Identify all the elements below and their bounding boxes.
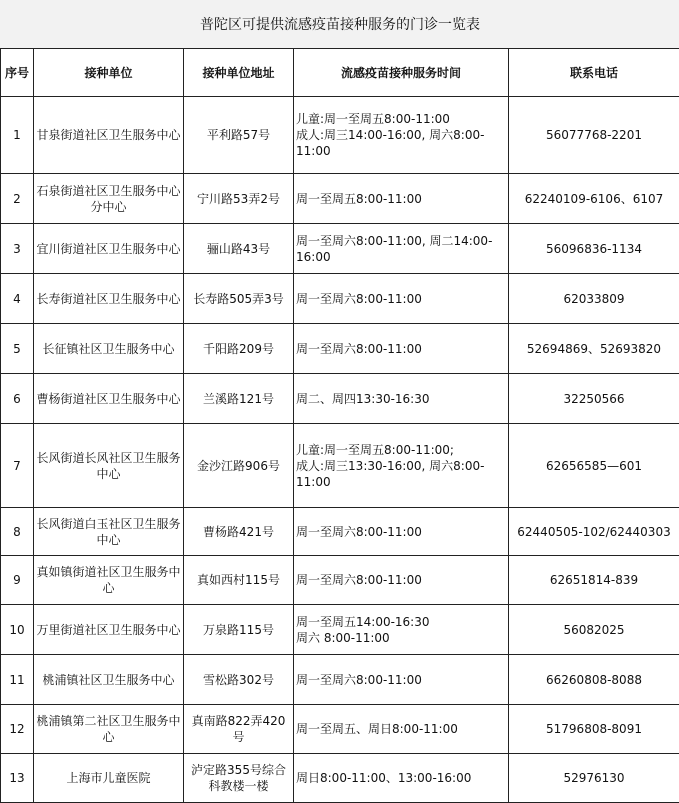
row-address: 雪松路302号: [184, 655, 294, 705]
table-row: [1, 374, 679, 424]
row-address: 曹杨路421号: [184, 508, 294, 556]
row-time: 周一至周五、周日8:00-11:00: [294, 705, 509, 754]
row-time: 周一至周六8:00-11:00: [294, 324, 509, 374]
row-phone: 62033809: [509, 274, 679, 324]
row-address: 骊山路43号: [184, 224, 294, 274]
row-address: 兰溪路121号: [184, 374, 294, 424]
header-address: 接种单位地址: [184, 49, 294, 97]
row-index: 11: [1, 655, 34, 705]
row-phone: 62440505-102/62440303: [509, 508, 679, 556]
row-index: 5: [1, 324, 34, 374]
row-time: 周二、周四13:30-16:30: [294, 374, 509, 424]
row-index: 10: [1, 605, 34, 655]
table-row: [1, 324, 679, 374]
row-unit: 万里街道社区卫生服务中心: [34, 605, 184, 655]
row-time: 周一至周六8:00-11:00: [294, 655, 509, 705]
table-row: [1, 224, 679, 274]
table-row: [1, 508, 679, 556]
row-unit: 曹杨街道社区卫生服务中心: [34, 374, 184, 424]
row-time: 周日8:00-11:00、13:00-16:00: [294, 754, 509, 803]
header-index: 序号: [1, 49, 34, 97]
row-index: 3: [1, 224, 34, 274]
row-phone: 52976130: [509, 754, 679, 803]
page-title: 普陀区可提供流感疫苗接种服务的门诊一览表: [1, 1, 679, 49]
row-unit: 石泉街道社区卫生服务中心分中心: [34, 174, 184, 224]
row-unit: 桃浦镇第二社区卫生服务中心: [34, 705, 184, 754]
row-address: 平利路57号: [184, 97, 294, 174]
row-index: 6: [1, 374, 34, 424]
row-phone: 32250566: [509, 374, 679, 424]
row-address: 泸定路355号综合科教楼一楼: [184, 754, 294, 803]
row-address: 千阳路209号: [184, 324, 294, 374]
row-index: 12: [1, 705, 34, 754]
table-row: [1, 605, 679, 655]
row-phone: 56077768-2201: [509, 97, 679, 174]
row-phone: 56096836-1134: [509, 224, 679, 274]
row-phone: 56082025: [509, 605, 679, 655]
row-index: 4: [1, 274, 34, 324]
row-time: 周一至周五14:00-16:30 周六 8:00-11:00: [294, 605, 509, 655]
row-unit: 长风街道白玉社区卫生服务中心: [34, 508, 184, 556]
header-time: 流感疫苗接种服务时间: [294, 49, 509, 97]
row-unit: 桃浦镇社区卫生服务中心: [34, 655, 184, 705]
header-row: [1, 49, 679, 97]
row-address: 万泉路115号: [184, 605, 294, 655]
row-phone: 52694869、52693820: [509, 324, 679, 374]
row-time: 周一至周六8:00-11:00: [294, 556, 509, 605]
row-unit: 上海市儿童医院: [34, 754, 184, 803]
row-time: 周一至周六8:00-11:00, 周二14:00-16:00: [294, 224, 509, 274]
title-row: [1, 1, 679, 49]
row-address: 长寿路505弄3号: [184, 274, 294, 324]
row-time: 儿童:周一至周五8:00-11:00; 成人:周三13:30-16:00, 周六8:00-11:00: [294, 424, 509, 508]
row-unit: 长征镇社区卫生服务中心: [34, 324, 184, 374]
row-index: 9: [1, 556, 34, 605]
row-unit: 长寿街道社区卫生服务中心: [34, 274, 184, 324]
table-row: [1, 424, 679, 508]
table-row: [1, 655, 679, 705]
row-time: 周一至周六8:00-11:00: [294, 508, 509, 556]
row-unit: 真如镇街道社区卫生服务中心: [34, 556, 184, 605]
row-index: 1: [1, 97, 34, 174]
table-row: [1, 274, 679, 324]
row-index: 8: [1, 508, 34, 556]
row-address: 宁川路53弄2号: [184, 174, 294, 224]
row-phone: 66260808-8088: [509, 655, 679, 705]
row-address: 真如西村115号: [184, 556, 294, 605]
table-row: [1, 556, 679, 605]
row-time: 儿童:周一至周五8:00-11:00 成人:周三14:00-16:00, 周六8:00-11:00: [294, 97, 509, 174]
table-row: [1, 754, 679, 803]
row-phone: 62651814-839: [509, 556, 679, 605]
table-row: [1, 174, 679, 224]
row-index: 2: [1, 174, 34, 224]
header-phone: 联系电话: [509, 49, 679, 97]
row-phone: 62240109-6106、6107: [509, 174, 679, 224]
row-unit: 长风街道长风社区卫生服务中心: [34, 424, 184, 508]
table-row: [1, 97, 679, 174]
row-time: 周一至周五8:00-11:00: [294, 174, 509, 224]
row-time: 周一至周六8:00-11:00: [294, 274, 509, 324]
row-address: 金沙江路906号: [184, 424, 294, 508]
row-unit: 甘泉街道社区卫生服务中心: [34, 97, 184, 174]
row-index: 13: [1, 754, 34, 803]
header-unit: 接种单位: [34, 49, 184, 97]
row-unit: 宜川街道社区卫生服务中心: [34, 224, 184, 274]
row-phone: 62656585—601: [509, 424, 679, 508]
row-phone: 51796808-8091: [509, 705, 679, 754]
table-row: [1, 705, 679, 754]
row-address: 真南路822弄420号: [184, 705, 294, 754]
row-index: 7: [1, 424, 34, 508]
